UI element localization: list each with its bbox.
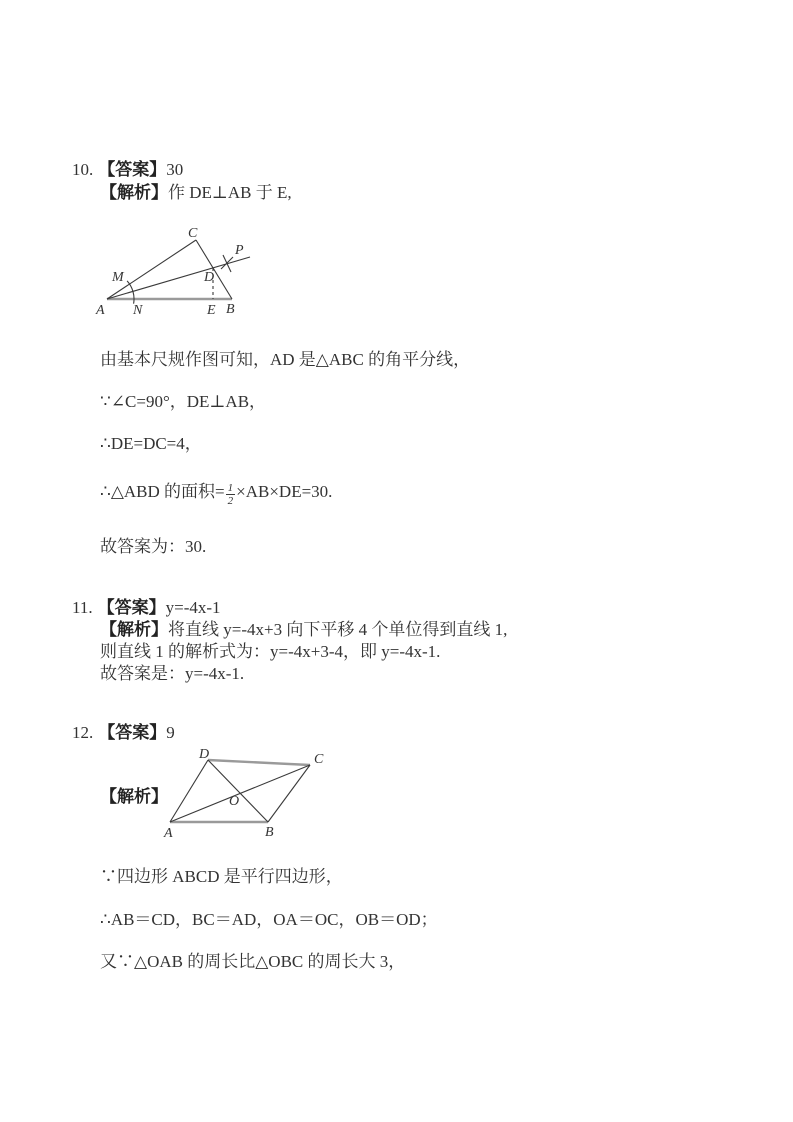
figure10-label-M: M	[112, 270, 124, 285]
item11-analysis-line	[100, 619, 507, 640]
item10-answer-value: 30	[166, 160, 184, 179]
item11-analysis-text: 将直线 y=-4x+3 向下平移 4 个单位得到直线 1,	[168, 620, 508, 639]
figure10-label-A: A	[96, 303, 105, 318]
item12-number: 12.	[72, 723, 94, 742]
item12-answer-value: 9	[166, 723, 175, 742]
item11-body-line-2: 故答案是：y=-4x-1.	[100, 664, 245, 683]
item11-analysis-label: 【解析】	[100, 620, 168, 639]
figure10-label-N: N	[133, 303, 143, 318]
item10-body-line-3: ∴DE=DC=4，	[100, 434, 202, 453]
figure10-label-C: C	[188, 226, 198, 241]
figure10-label-D: D	[204, 270, 215, 285]
figure12-label-O: O	[229, 794, 240, 809]
item11-number: 11.	[72, 598, 93, 617]
figure10-label-P: P	[235, 243, 244, 258]
item10-body-line-2: ∵∠C=90°，DE⊥AB，	[100, 392, 267, 411]
triangle-construction-figure	[85, 225, 260, 320]
item10-analysis-label: 【解析】	[100, 183, 168, 202]
item11-body-line-1: 则直线 1 的解析式为：y=-4x+3-4，即 y=-4x-1.	[100, 642, 441, 661]
figure12-label-B: B	[265, 825, 274, 840]
figure10-label-E: E	[207, 303, 216, 318]
item12-analysis-label: 【解析】	[100, 787, 168, 806]
figure12-edge-AD	[170, 760, 208, 822]
item10-answer-label: 【答案】	[98, 160, 167, 179]
item10-number: 10.	[72, 160, 94, 179]
area-formula-prefix: ∴△ABD 的面积=	[100, 482, 225, 501]
item10-body-line-1: 由基本尺规作图可知，AD 是△ABC 的角平分线，	[100, 350, 471, 369]
figure10-label-B: B	[226, 302, 235, 317]
one-half-fraction	[226, 482, 236, 507]
figure12-diagonal-BD	[208, 760, 268, 822]
item11-answer-label: 【答案】	[97, 598, 166, 617]
item10-answer-line	[72, 159, 183, 180]
item12-body-line-1: ∵四边形 ABCD 是平行四边形，	[100, 867, 343, 886]
item12-answer-label: 【答案】	[98, 723, 167, 742]
item10-area-formula-line	[100, 481, 332, 507]
parallelogram-figure	[155, 745, 335, 843]
item10-analysis-line	[100, 182, 292, 203]
figure12-label-D: D	[199, 747, 210, 762]
item12-answer-line	[72, 722, 175, 743]
item11-answer-value: y=-4x-1	[165, 598, 221, 617]
item10-conclusion-line: 故答案为：30.	[100, 537, 207, 556]
fraction-denominator: 2	[227, 495, 234, 507]
fraction-numerator: 1	[227, 481, 234, 494]
item10-analysis-text: 作 DE⊥AB 于 E,	[168, 183, 292, 202]
figure12-edge-DC	[208, 760, 310, 765]
item12-body-line-3: 又∵△OAB 的周长比△OBC 的周长大 3，	[100, 952, 406, 971]
figure12-label-A: A	[164, 826, 173, 841]
item11-answer-line	[72, 597, 221, 618]
figure12-label-C: C	[314, 752, 324, 767]
area-formula-suffix: ×AB×DE=30.	[236, 482, 333, 501]
item12-body-line-2: ∴AB＝CD，BC＝AD，OA＝OC，OB＝OD；	[100, 910, 438, 929]
